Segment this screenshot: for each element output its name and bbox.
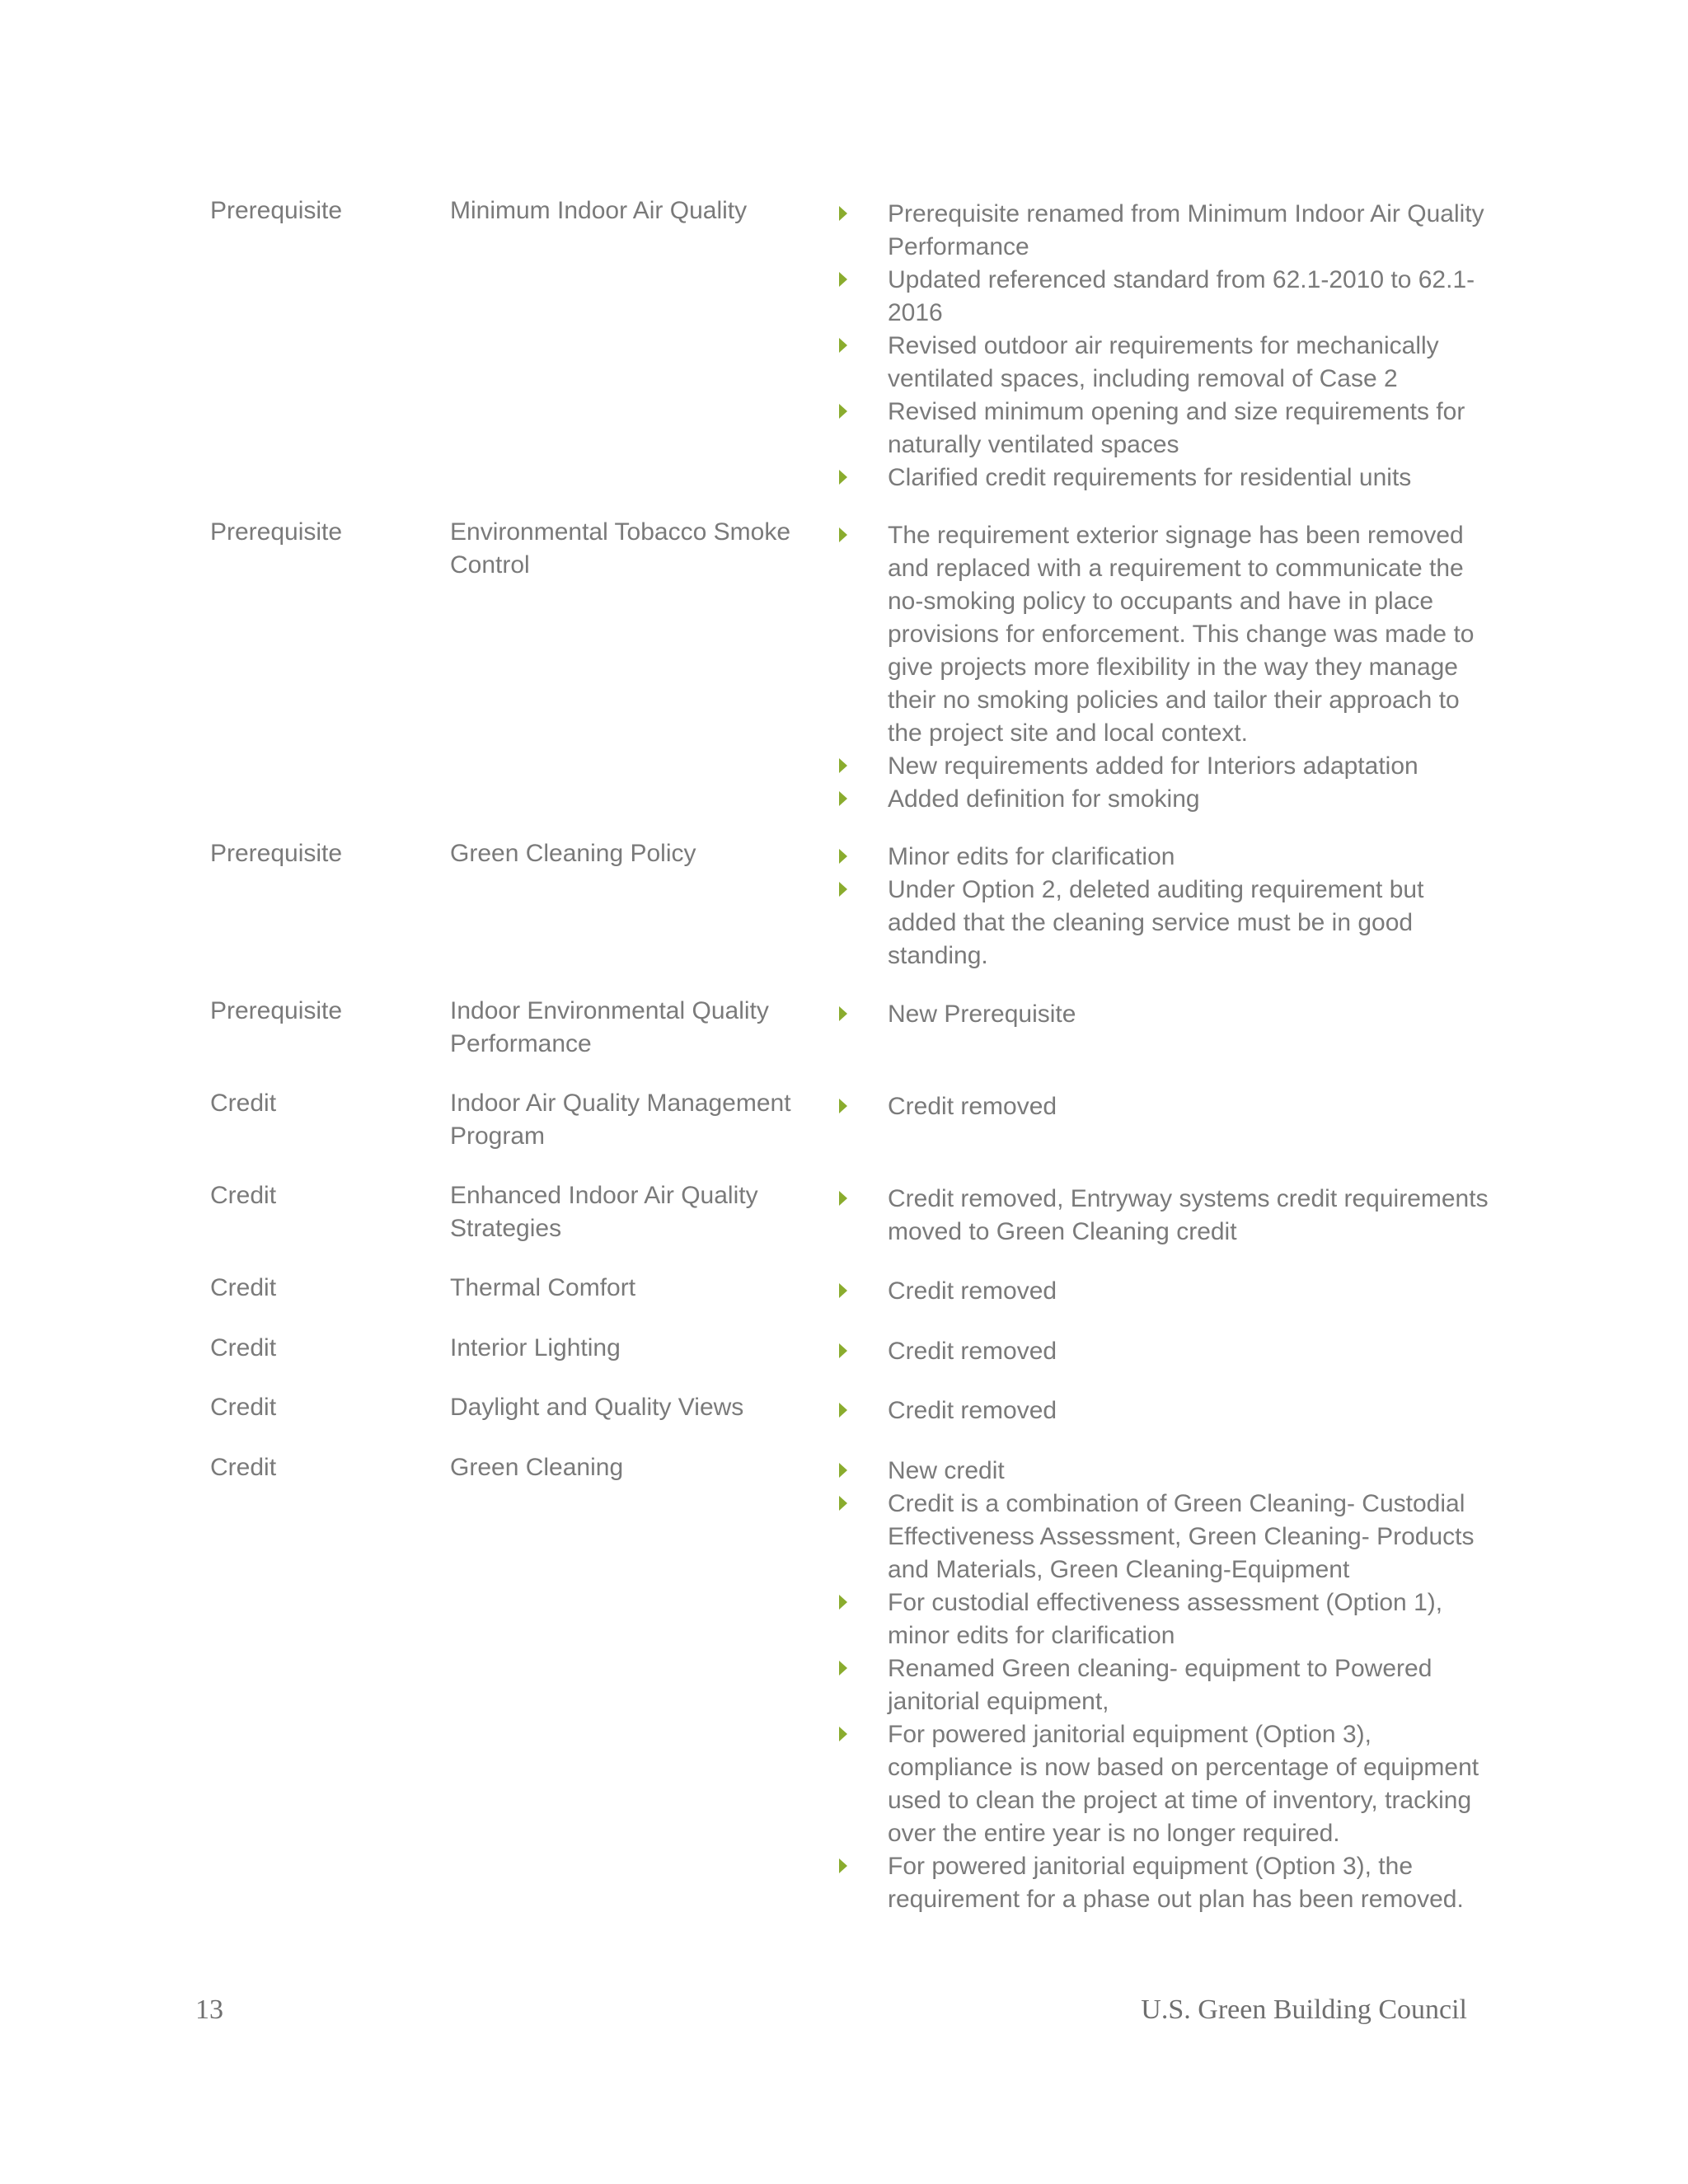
row-type: Credit [210,1334,277,1361]
footer-organization: U.S. Green Building Council [1141,1994,1467,2025]
change-notes [837,1394,1496,1427]
change-notes [837,1275,1496,1308]
list-item: Credit removed [837,1335,1496,1368]
row-credit-name: Environmental Tobacco Smoke Control [450,518,790,579]
row-credit-name: Indoor Air Quality Management Program [450,1090,791,1150]
row-type: Prerequisite [210,518,343,546]
list-item: Updated referenced standard from 62.1-2010 to 62.1-2016 [837,264,1496,330]
list-item: Clarified credit requirements for residential units [837,462,1496,494]
row-credit-name: Indoor Environmental Quality Performance [450,997,769,1057]
list-item: New Prerequisite [837,998,1496,1031]
list-item: For powered janitorial equipment (Option 3), the requirement for a phase out plan has been removed. [837,1850,1496,1916]
list-item: For custodial effectiveness assessment (Option 1), minor edits for clarification [837,1586,1496,1652]
list-item: Minor edits for clarification [837,841,1496,874]
list-item: Credit removed, Entryway systems credit requirements moved to Green Cleaning credit [837,1183,1496,1249]
change-notes [837,1455,1496,1916]
list-item: For powered janitorial equipment (Option 3), compliance is now based on percentage of equipment used to clean the project at time of inventory, tracking over the entire year is no longer required. [837,1718,1496,1850]
row-credit-name: Interior Lighting [450,1334,621,1361]
triangle-bullet-icon [839,849,847,864]
triangle-bullet-icon [839,527,847,542]
triangle-bullet-icon [839,1727,847,1741]
row-type: Credit [210,1182,277,1209]
list-item: Credit removed [837,1275,1496,1308]
triangle-bullet-icon [839,1283,847,1298]
change-notes [837,841,1496,972]
list-item: Revised minimum opening and size requirements for naturally ventilated spaces [837,396,1496,462]
triangle-bullet-icon [839,1006,847,1021]
change-notes [837,998,1496,1031]
change-notes [837,1183,1496,1249]
list-item: New requirements added for Interiors adaptation [837,750,1496,783]
triangle-bullet-icon [839,1403,847,1418]
list-item: Credit removed [837,1090,1496,1123]
list-item: Credit removed [837,1394,1496,1427]
row-credit-name: Enhanced Indoor Air Quality Strategies [450,1182,758,1242]
triangle-bullet-icon [839,791,847,806]
change-notes [837,198,1496,494]
list-item: Added definition for smoking [837,783,1496,816]
row-credit-name: Green Cleaning [450,1454,624,1481]
row-credit-name: Daylight and Quality Views [450,1394,744,1421]
triangle-bullet-icon [839,1595,847,1610]
triangle-bullet-icon [839,1099,847,1113]
row-type: Prerequisite [210,197,343,224]
triangle-bullet-icon [839,882,847,897]
triangle-bullet-icon [839,1191,847,1206]
row-type: Prerequisite [210,840,343,867]
triangle-bullet-icon [839,1858,847,1873]
page-number: 13 [195,1994,223,2025]
row-type: Credit [210,1454,277,1481]
triangle-bullet-icon [839,338,847,353]
triangle-bullet-icon [839,1343,847,1358]
triangle-bullet-icon [839,470,847,485]
triangle-bullet-icon [839,1661,847,1675]
list-item: Prerequisite renamed from Minimum Indoor Air Quality Performance [837,198,1496,264]
row-type: Credit [210,1274,277,1301]
triangle-bullet-icon [839,206,847,221]
change-notes [837,1090,1496,1123]
row-credit-name: Thermal Comfort [450,1274,636,1301]
change-notes [837,519,1496,816]
triangle-bullet-icon [839,1463,847,1478]
row-type: Credit [210,1394,277,1421]
row-credit-name: Green Cleaning Policy [450,840,696,867]
change-notes [837,1335,1496,1368]
list-item: Credit is a combination of Green Cleaning- Custodial Effectiveness Assessment, Green Cleaning- Products and Materials, Green Cleaning-Equipment [837,1488,1496,1586]
row-type: Prerequisite [210,997,343,1024]
triangle-bullet-icon [839,1496,847,1511]
list-item: Under Option 2, deleted auditing requirement but added that the cleaning service must be in good standing. [837,874,1496,972]
list-item: Renamed Green cleaning- equipment to Powered janitorial equipment, [837,1652,1496,1718]
list-item: Revised outdoor air requirements for mechanically ventilated spaces, including removal of Case 2 [837,330,1496,396]
list-item: New credit [837,1455,1496,1488]
triangle-bullet-icon [839,272,847,287]
triangle-bullet-icon [839,404,847,419]
triangle-bullet-icon [839,758,847,773]
row-type: Credit [210,1090,277,1117]
list-item: The requirement exterior signage has been removed and replaced with a requirement to communicate the no-smoking policy to occupants and have in place provisions for enforcement. This change was made to give projects more flexibility in the way they manage their no smoking policies and tailor their approach to the project site and local context. [837,519,1496,750]
row-credit-name: Minimum Indoor Air Quality [450,197,748,224]
